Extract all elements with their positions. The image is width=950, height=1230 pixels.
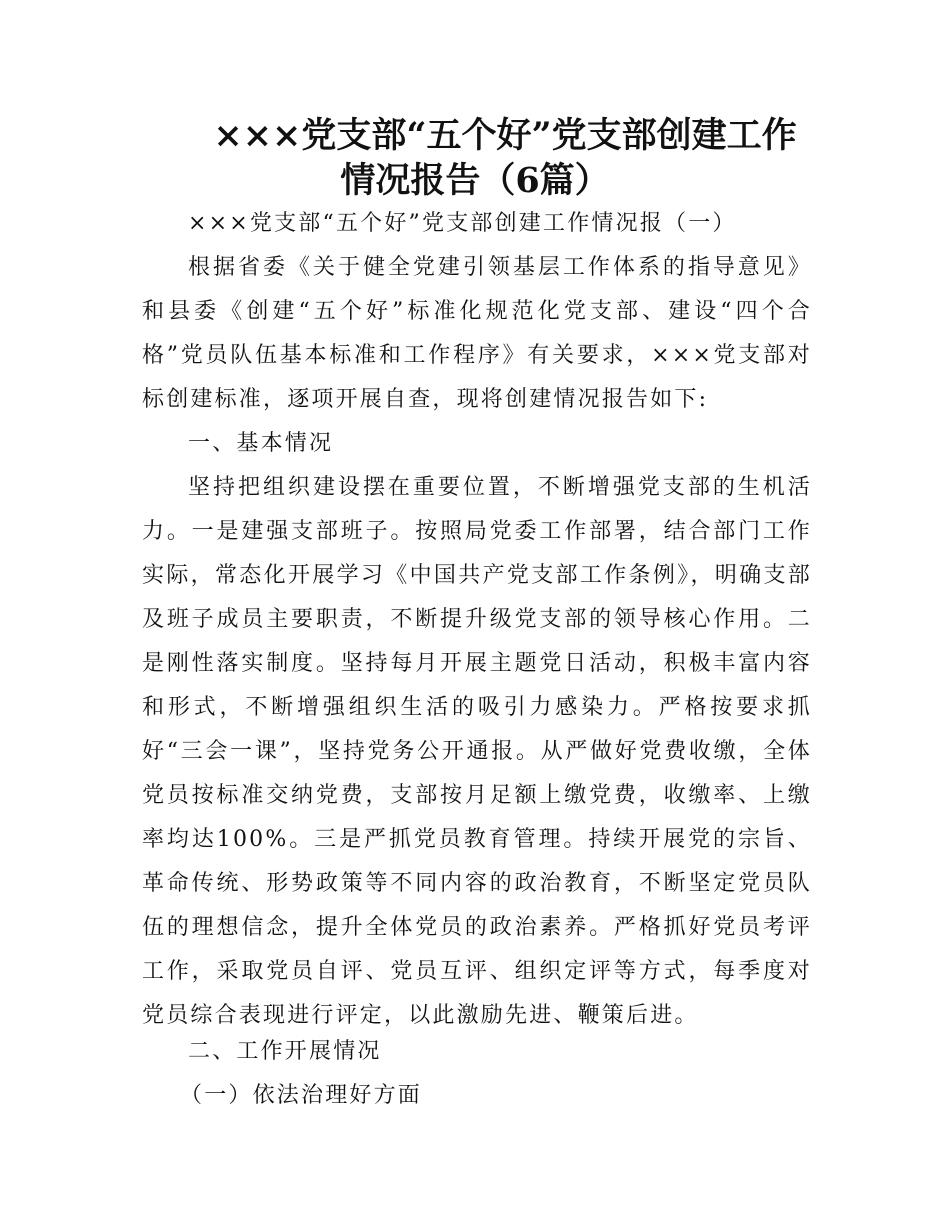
- heading-work-progress: 二、工作开展情况: [188, 1039, 382, 1064]
- document-title-line-1: ×××党支部“五个好”党支部创建工作: [213, 115, 797, 156]
- section-subtitle: ×××党支部“五个好”党支部创建工作情况报（一）: [188, 211, 737, 236]
- heading-basic-situation: 一、基本情况: [188, 431, 334, 456]
- basic-situation-paragraph: 坚持把组织建设摆在重要位置，不断增强党支部的生机活力。一是建强支部班子。按照局党委工作部署，结合部门工作实际，常态化开展学习《中国共产党支部工作条例》，明确支部及班子成员主要职责，不断提升级党支部的领导核心作用。二是刚性落实制度。坚持每月开展主题党日活动，积极丰富内容和形式，不断增强组织生活的吸引力感染力。严格按要求抓好“三会一课”，坚持党务公开通报。从严做好党费收缴，全体党员按标准交纳党费，支部按月足额上缴党费，收缴率、上缴率均达100%。三是严抓党员教育管理。持续开展党的宗旨、革命传统、形势政策等不同内容的政治教育，不断坚定党员队伍的理想信念，提升全体党员的政治素养。严格抓好党员考评工作，采取党员自评、党员互评、组织定评等方式，每季度对党员综合表现进行评定，以此激励先进、鞭策后进。: [142, 475, 812, 1028]
- document-title-line-2: 情况报告（6篇）: [340, 160, 610, 201]
- heading-law-governance: （一）依法治理好方面: [180, 1083, 423, 1108]
- intro-paragraph: 根据省委《关于健全党建引领基层工作体系的指导意见》和县委《创建“五个好”标准化规范化党支部、建设“四个合格”党员队伍基本标准和工作程序》有关要求，×××党支部对标创建标准，逐项开展自查，现将创建情况报告如下:: [142, 255, 812, 412]
